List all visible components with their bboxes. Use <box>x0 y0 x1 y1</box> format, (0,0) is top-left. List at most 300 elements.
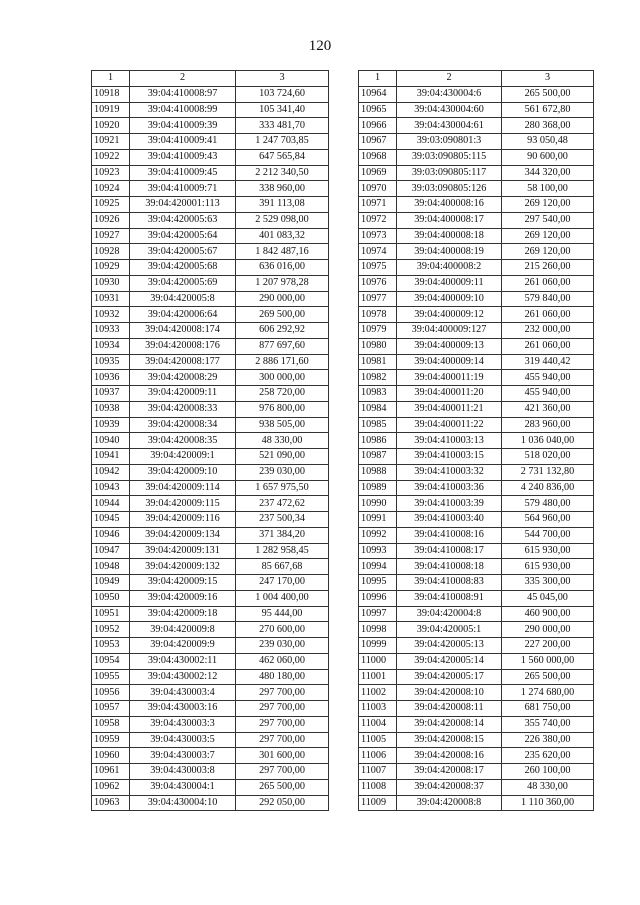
cadastral-number: 39:04:420005:1 <box>397 622 502 638</box>
cadastral-value: 521 090,00 <box>236 449 329 465</box>
cadastral-value: 90 600,00 <box>502 149 594 165</box>
row-number: 10930 <box>92 275 130 291</box>
row-number: 10949 <box>92 575 130 591</box>
row-number: 10939 <box>92 417 130 433</box>
cadastral-number: 39:04:420008:176 <box>130 338 236 354</box>
table-row <box>92 732 329 748</box>
cadastral-value: 2 212 340,50 <box>236 165 329 181</box>
cadastral-number: 39:04:400008:16 <box>397 197 502 213</box>
cadastral-number: 39:04:410008:16 <box>397 527 502 543</box>
table-row <box>92 449 329 465</box>
table-row <box>359 433 594 449</box>
row-number: 10959 <box>92 732 130 748</box>
table-row <box>92 716 329 732</box>
row-number: 11003 <box>359 701 397 717</box>
row-number: 10955 <box>92 669 130 685</box>
row-number: 10948 <box>92 559 130 575</box>
cadastral-value: 226 380,00 <box>502 732 594 748</box>
table-row <box>359 165 594 181</box>
cadastral-value: 344 320,00 <box>502 165 594 181</box>
table-row <box>92 464 329 480</box>
cadastral-number: 39:04:420004:8 <box>397 606 502 622</box>
cadastral-value: 401 083,32 <box>236 228 329 244</box>
cadastral-value: 290 000,00 <box>502 622 594 638</box>
cadastral-value: 1 207 978,28 <box>236 275 329 291</box>
cadastral-value: 333 481,70 <box>236 118 329 134</box>
row-number: 10969 <box>359 165 397 181</box>
cadastral-value: 681 750,00 <box>502 701 594 717</box>
cadastral-number: 39:04:420009:8 <box>130 622 236 638</box>
cadastral-number: 39:04:420008:35 <box>130 433 236 449</box>
cadastral-value: 1 657 975,50 <box>236 480 329 496</box>
cadastral-number: 39:04:420005:67 <box>130 244 236 260</box>
cadastral-value: 462 060,00 <box>236 653 329 669</box>
cadastral-number: 39:04:420008:174 <box>130 323 236 339</box>
cadastral-value: 1 282 958,45 <box>236 543 329 559</box>
cadastral-number: 39:04:420009:131 <box>130 543 236 559</box>
table-row <box>92 275 329 291</box>
cadastral-value: 1 110 360,00 <box>502 795 594 811</box>
cadastral-value: 265 500,00 <box>502 669 594 685</box>
table-row <box>92 764 329 780</box>
table-row <box>359 134 594 150</box>
cadastral-value: 455 940,00 <box>502 370 594 386</box>
row-number: 10991 <box>359 512 397 528</box>
table-row <box>359 622 594 638</box>
row-number: 10918 <box>92 86 130 102</box>
column-header-value: 3 <box>502 71 594 87</box>
cadastral-number: 39:04:400008:19 <box>397 244 502 260</box>
cadastral-value: 297 700,00 <box>236 764 329 780</box>
row-number: 10927 <box>92 228 130 244</box>
cadastral-value: 297 700,00 <box>236 701 329 717</box>
cadastral-value: 297 540,00 <box>502 212 594 228</box>
cadastral-value: 647 565,84 <box>236 149 329 165</box>
cadastral-number: 39:04:410003:13 <box>397 433 502 449</box>
cadastral-value: 460 900,00 <box>502 606 594 622</box>
cadastral-table-right <box>358 70 594 811</box>
table-row <box>92 433 329 449</box>
row-number: 10997 <box>359 606 397 622</box>
cadastral-value: 319 440,42 <box>502 354 594 370</box>
row-number: 10923 <box>92 165 130 181</box>
cadastral-number: 39:04:430003:5 <box>130 732 236 748</box>
cadastral-value: 335 300,00 <box>502 575 594 591</box>
row-number: 10981 <box>359 354 397 370</box>
cadastral-number: 39:04:420008:177 <box>130 354 236 370</box>
cadastral-number: 39:04:410008:17 <box>397 543 502 559</box>
cadastral-number: 39:04:410009:39 <box>130 118 236 134</box>
cadastral-value: 455 940,00 <box>502 386 594 402</box>
cadastral-number: 39:04:400009:11 <box>397 275 502 291</box>
column-header-value: 3 <box>236 71 329 87</box>
table-row <box>359 606 594 622</box>
table-row <box>359 338 594 354</box>
table-row <box>359 669 594 685</box>
row-number: 10968 <box>359 149 397 165</box>
cadastral-value: 1 274 680,00 <box>502 685 594 701</box>
table-row <box>359 543 594 559</box>
table-row <box>92 197 329 213</box>
row-number: 10984 <box>359 401 397 417</box>
cadastral-number: 39:04:410008:83 <box>397 575 502 591</box>
row-number: 10986 <box>359 433 397 449</box>
cadastral-number: 39:03:090805:126 <box>397 181 502 197</box>
cadastral-number: 39:04:400009:13 <box>397 338 502 354</box>
cadastral-number: 39:04:400011:22 <box>397 417 502 433</box>
table-row <box>359 732 594 748</box>
cadastral-value: 636 016,00 <box>236 260 329 276</box>
row-number: 10973 <box>359 228 397 244</box>
row-number: 10999 <box>359 638 397 654</box>
table-row <box>359 559 594 575</box>
row-number: 11001 <box>359 669 397 685</box>
row-number: 10971 <box>359 197 397 213</box>
column-header-number: 1 <box>359 71 397 87</box>
table-row <box>359 716 594 732</box>
row-number: 10993 <box>359 543 397 559</box>
cadastral-number: 39:04:420009:11 <box>130 386 236 402</box>
row-number: 10966 <box>359 118 397 134</box>
cadastral-number: 39:04:420005:63 <box>130 212 236 228</box>
row-number: 10941 <box>92 449 130 465</box>
cadastral-value: 300 000,00 <box>236 370 329 386</box>
cadastral-number: 39:04:420008:15 <box>397 732 502 748</box>
cadastral-number: 39:04:420005:68 <box>130 260 236 276</box>
row-number: 10992 <box>359 527 397 543</box>
cadastral-number: 39:04:420008:16 <box>397 748 502 764</box>
cadastral-value: 292 050,00 <box>236 795 329 811</box>
row-number: 11002 <box>359 685 397 701</box>
table-row <box>92 165 329 181</box>
column-header-cadastral-number: 2 <box>130 71 236 87</box>
row-number: 10928 <box>92 244 130 260</box>
cadastral-number: 39:04:430004:6 <box>397 86 502 102</box>
cadastral-number: 39:04:430004:1 <box>130 779 236 795</box>
cadastral-value: 1 036 040,00 <box>502 433 594 449</box>
cadastral-value: 261 060,00 <box>502 307 594 323</box>
cadastral-value: 1 560 000,00 <box>502 653 594 669</box>
cadastral-value: 93 050,48 <box>502 134 594 150</box>
table-row <box>92 590 329 606</box>
cadastral-value: 265 500,00 <box>502 86 594 102</box>
cadastral-value: 615 930,00 <box>502 559 594 575</box>
row-number: 10994 <box>359 559 397 575</box>
cadastral-number: 39:04:400008:2 <box>397 260 502 276</box>
cadastral-value: 1 247 703,85 <box>236 134 329 150</box>
table-row <box>359 275 594 291</box>
cadastral-value: 544 700,00 <box>502 527 594 543</box>
row-number: 10956 <box>92 685 130 701</box>
cadastral-value: 227 200,00 <box>502 638 594 654</box>
row-number: 10942 <box>92 464 130 480</box>
row-number: 10933 <box>92 323 130 339</box>
table-row <box>92 622 329 638</box>
cadastral-value: 371 384,20 <box>236 527 329 543</box>
row-number: 10960 <box>92 748 130 764</box>
cadastral-value: 2 886 171,60 <box>236 354 329 370</box>
row-number: 10978 <box>359 307 397 323</box>
row-number: 10946 <box>92 527 130 543</box>
cadastral-value: 103 724,60 <box>236 86 329 102</box>
row-number: 10988 <box>359 464 397 480</box>
table-row <box>92 307 329 323</box>
cadastral-table-left <box>91 70 329 811</box>
cadastral-number: 39:04:420008:34 <box>130 417 236 433</box>
row-number: 10998 <box>359 622 397 638</box>
row-number: 10965 <box>359 102 397 118</box>
row-number: 10926 <box>92 212 130 228</box>
cadastral-number: 39:04:430002:12 <box>130 669 236 685</box>
table-row <box>359 386 594 402</box>
table-row <box>359 480 594 496</box>
table-row <box>359 260 594 276</box>
table-row <box>359 779 594 795</box>
row-number: 10947 <box>92 543 130 559</box>
table-row <box>359 575 594 591</box>
cadastral-value: 261 060,00 <box>502 275 594 291</box>
page-number: 120 <box>308 38 332 54</box>
cadastral-value: 261 060,00 <box>502 338 594 354</box>
row-number: 10921 <box>92 134 130 150</box>
row-number: 10963 <box>92 795 130 811</box>
cadastral-value: 105 341,40 <box>236 102 329 118</box>
cadastral-number: 39:04:420001:113 <box>130 197 236 213</box>
table-row <box>359 401 594 417</box>
cadastral-number: 39:04:420008:14 <box>397 716 502 732</box>
row-number: 10982 <box>359 370 397 386</box>
cadastral-value: 2 529 098,00 <box>236 212 329 228</box>
cadastral-value: 269 500,00 <box>236 307 329 323</box>
row-number: 10985 <box>359 417 397 433</box>
cadastral-number: 39:04:420006:64 <box>130 307 236 323</box>
table-row <box>359 354 594 370</box>
row-number: 10964 <box>359 86 397 102</box>
row-number: 10950 <box>92 590 130 606</box>
cadastral-number: 39:04:420005:14 <box>397 653 502 669</box>
cadastral-number: 39:04:420005:69 <box>130 275 236 291</box>
table-row <box>359 512 594 528</box>
cadastral-value: 258 720,00 <box>236 386 329 402</box>
cadastral-number: 39:04:430003:3 <box>130 716 236 732</box>
cadastral-number: 39:04:410009:45 <box>130 165 236 181</box>
column-header-number: 1 <box>92 71 130 87</box>
cadastral-value: 606 292,92 <box>236 323 329 339</box>
cadastral-number: 39:04:420005:64 <box>130 228 236 244</box>
cadastral-number: 39:04:410003:15 <box>397 449 502 465</box>
table-row <box>359 86 594 102</box>
table-row <box>359 748 594 764</box>
table-row <box>359 291 594 307</box>
cadastral-number: 39:04:420008:10 <box>397 685 502 701</box>
table-row <box>92 795 329 811</box>
cadastral-value: 95 444,00 <box>236 606 329 622</box>
table-row <box>92 244 329 260</box>
cadastral-value: 239 030,00 <box>236 638 329 654</box>
cadastral-number: 39:04:420009:16 <box>130 590 236 606</box>
table-row <box>92 401 329 417</box>
cadastral-number: 39:04:410003:39 <box>397 496 502 512</box>
cadastral-number: 39:04:410009:43 <box>130 149 236 165</box>
table-row <box>359 527 594 543</box>
cadastral-value: 280 368,00 <box>502 118 594 134</box>
row-number: 10989 <box>359 480 397 496</box>
row-number: 11007 <box>359 764 397 780</box>
table-row <box>359 102 594 118</box>
table-header-row <box>92 71 329 87</box>
cadastral-number: 39:04:430003:16 <box>130 701 236 717</box>
row-number: 11000 <box>359 653 397 669</box>
table-row <box>359 307 594 323</box>
row-number: 10967 <box>359 134 397 150</box>
table-row <box>92 417 329 433</box>
row-number: 10972 <box>359 212 397 228</box>
cadastral-number: 39:04:430003:8 <box>130 764 236 780</box>
cadastral-number: 39:04:420005:13 <box>397 638 502 654</box>
row-number: 10932 <box>92 307 130 323</box>
row-number: 10934 <box>92 338 130 354</box>
row-number: 10937 <box>92 386 130 402</box>
table-row <box>359 181 594 197</box>
cadastral-number: 39:04:400011:20 <box>397 386 502 402</box>
cadastral-number: 39:04:400011:21 <box>397 401 502 417</box>
row-number: 10951 <box>92 606 130 622</box>
cadastral-value: 615 930,00 <box>502 543 594 559</box>
cadastral-value: 269 120,00 <box>502 197 594 213</box>
row-number: 10940 <box>92 433 130 449</box>
cadastral-number: 39:04:420008:29 <box>130 370 236 386</box>
cadastral-number: 39:04:400008:18 <box>397 228 502 244</box>
table-row <box>359 464 594 480</box>
table-row <box>92 543 329 559</box>
row-number: 11005 <box>359 732 397 748</box>
cadastral-number: 39:04:410009:71 <box>130 181 236 197</box>
cadastral-number: 39:04:410003:36 <box>397 480 502 496</box>
cadastral-value: 564 960,00 <box>502 512 594 528</box>
cadastral-number: 39:04:410008:91 <box>397 590 502 606</box>
cadastral-number: 39:04:420009:15 <box>130 575 236 591</box>
cadastral-value: 301 600,00 <box>236 748 329 764</box>
row-number: 10919 <box>92 102 130 118</box>
row-number: 10944 <box>92 496 130 512</box>
cadastral-value: 355 740,00 <box>502 716 594 732</box>
cadastral-number: 39:04:400008:17 <box>397 212 502 228</box>
table-row <box>92 134 329 150</box>
cadastral-number: 39:04:410008:18 <box>397 559 502 575</box>
row-number: 10970 <box>359 181 397 197</box>
cadastral-number: 39:04:400009:10 <box>397 291 502 307</box>
table-row <box>92 512 329 528</box>
row-number: 10922 <box>92 149 130 165</box>
cadastral-value: 938 505,00 <box>236 417 329 433</box>
table-row <box>92 370 329 386</box>
table-row <box>92 701 329 717</box>
cadastral-value: 290 000,00 <box>236 291 329 307</box>
cadastral-value: 480 180,00 <box>236 669 329 685</box>
table-row <box>92 118 329 134</box>
row-number: 10996 <box>359 590 397 606</box>
cadastral-value: 1 004 400,00 <box>236 590 329 606</box>
row-number: 10962 <box>92 779 130 795</box>
cadastral-value: 235 620,00 <box>502 748 594 764</box>
table-row <box>92 323 329 339</box>
cadastral-number: 39:04:410008:99 <box>130 102 236 118</box>
table-row <box>92 102 329 118</box>
cadastral-number: 39:04:420009:116 <box>130 512 236 528</box>
row-number: 10995 <box>359 575 397 591</box>
cadastral-number: 39:04:420009:9 <box>130 638 236 654</box>
row-number: 10987 <box>359 449 397 465</box>
cadastral-value: 260 100,00 <box>502 764 594 780</box>
table-row <box>92 260 329 276</box>
cadastral-value: 421 360,00 <box>502 401 594 417</box>
cadastral-value: 215 260,00 <box>502 260 594 276</box>
table-row <box>92 638 329 654</box>
row-number: 10975 <box>359 260 397 276</box>
row-number: 10957 <box>92 701 130 717</box>
table-row <box>92 653 329 669</box>
cadastral-value: 237 472,62 <box>236 496 329 512</box>
cadastral-number: 39:04:420008:11 <box>397 701 502 717</box>
row-number: 10990 <box>359 496 397 512</box>
table-row <box>92 354 329 370</box>
table-row <box>92 149 329 165</box>
row-number: 11009 <box>359 795 397 811</box>
cadastral-number: 39:04:420009:115 <box>130 496 236 512</box>
table-row <box>92 685 329 701</box>
cadastral-number: 39:03:090801:3 <box>397 134 502 150</box>
cadastral-number: 39:03:090805:117 <box>397 165 502 181</box>
table-header-row <box>359 71 594 87</box>
table-row <box>359 244 594 260</box>
cadastral-value: 45 045,00 <box>502 590 594 606</box>
cadastral-value: 237 500,34 <box>236 512 329 528</box>
cadastral-number: 39:04:410008:97 <box>130 86 236 102</box>
row-number: 10954 <box>92 653 130 669</box>
table-row <box>359 118 594 134</box>
table-row <box>92 86 329 102</box>
table-row <box>92 480 329 496</box>
cadastral-value: 4 240 836,00 <box>502 480 594 496</box>
row-number: 10974 <box>359 244 397 260</box>
table-row <box>92 606 329 622</box>
row-number: 10979 <box>359 323 397 339</box>
row-number: 10976 <box>359 275 397 291</box>
cadastral-value: 338 960,00 <box>236 181 329 197</box>
cadastral-number: 39:04:430003:4 <box>130 685 236 701</box>
row-number: 10924 <box>92 181 130 197</box>
cadastral-value: 297 700,00 <box>236 716 329 732</box>
table-row <box>92 212 329 228</box>
row-number: 10938 <box>92 401 130 417</box>
cadastral-number: 39:04:430002:11 <box>130 653 236 669</box>
cadastral-number: 39:04:400009:12 <box>397 307 502 323</box>
table-row <box>359 701 594 717</box>
cadastral-number: 39:04:410003:32 <box>397 464 502 480</box>
cadastral-number: 39:04:430003:7 <box>130 748 236 764</box>
cadastral-value: 85 667,68 <box>236 559 329 575</box>
cadastral-number: 39:04:420005:8 <box>130 291 236 307</box>
table-row <box>92 748 329 764</box>
table-row <box>92 386 329 402</box>
cadastral-value: 48 330,00 <box>236 433 329 449</box>
row-number: 10961 <box>92 764 130 780</box>
row-number: 10929 <box>92 260 130 276</box>
cadastral-number: 39:04:420009:1 <box>130 449 236 465</box>
cadastral-number: 39:04:420009:10 <box>130 464 236 480</box>
row-number: 11006 <box>359 748 397 764</box>
cadastral-number: 39:04:420008:33 <box>130 401 236 417</box>
